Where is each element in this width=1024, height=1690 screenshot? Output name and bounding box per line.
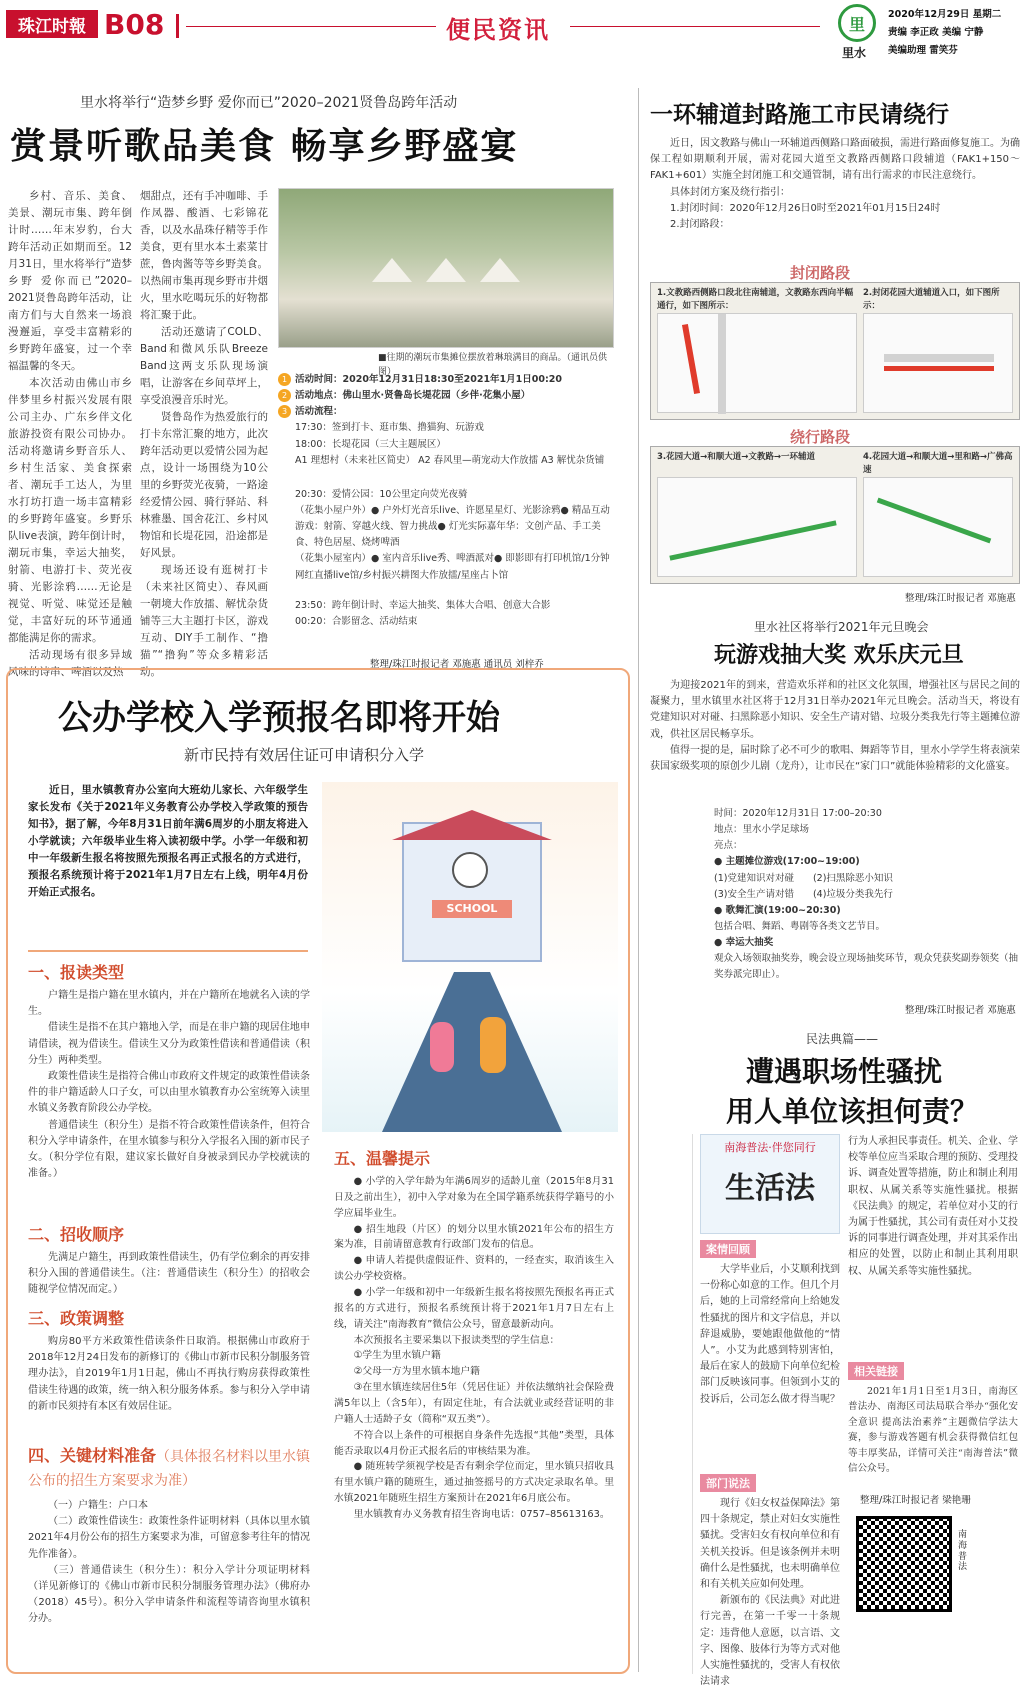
a2-closed-label: 封闭路段 xyxy=(790,264,851,282)
a4-s4-heading: 四、关键材料准备（具体报名材料以里水镇公布的招生方案要求为准） xyxy=(28,1446,311,1489)
a1-info-place: 2 活动地点：佛山里水·贤鲁岛长堤花园（乡伴·花集小屋） xyxy=(278,388,618,404)
a2-map-3 xyxy=(657,477,857,577)
a5-logo: 生活法 xyxy=(725,1171,815,1206)
a3-credit: 整理/珠江时报记者 邓施惠 xyxy=(905,1005,1016,1016)
a4-school-illustration: SCHOOL xyxy=(322,782,618,1132)
a1-credit: 整理/珠江时报记者 邓施惠 通讯员 刘梓乔 xyxy=(370,659,544,670)
a4-title: 公办学校入学预报名即将开始 xyxy=(58,698,500,738)
a4-s1-body: 户籍生是指户籍在里水镇内，并在户籍所在地就名入读的学生。 借读生是指不在其户籍地入学，而是在非户籍的现居住地申请借读，视为借读生。借读生又分为政策性借读和普通借读（积分生）两种类型。 政策性借读生是指符合佛山市政府文件规定的政策性借读条件的非户籍适龄人口子女，可以由里水镇教育办公室统筹入读里水镇义务教育阶段公办学校。 普通借读生（积分生）是指不符合政策性借读条件，但符合积分入学申请条件，在里水镇参与积分入学报名入围的新市民子女。（积分学位有限，建议家长做好自身被录到民办学校就读的准备。） xyxy=(28,990,310,1180)
a5-case-body: 大学毕业后，小艾顺利找到一份称心如意的工作。但几个月后，她的上司常经常向上给她发性骚扰的图片和文字信息，并以辞退威胁，要她跟他做他的“情人”。小艾为此感到特别害怕，最后在家人的鼓励下向单位纪检部门反映该同事。但领到小艾的投诉后，公司怎么做才得当呢？ xyxy=(700,1264,840,1405)
a5-kicker: 民法典篇—— xyxy=(806,1032,879,1046)
a4-s4-body: （一）户籍生：户口本 （二）政策性借读生：政策性条件证明材料（具体以里水镇2021年4月份公布的招生方案要求为准，可留意参考往年的情况先作准备）。 （三）普通借读生（积分生）：积分入学计分项证明材料（详见新修订的《佛山市新市民积分制服务管理办法》（佛府办（2018）45号）。积分入学申请条件和流程等请咨询里水镇积分办。 xyxy=(28,1500,310,1625)
a5-title-2: 用人单位该担何责？ xyxy=(726,1095,979,1128)
a4-s5-heading: 五、温馨提示 xyxy=(334,1149,431,1168)
a5-dept-body: 现行《妇女权益保障法》第四十条规定，禁止对妇女实施性骚扰。受害妇女有权向单位和有关机关投诉。但是该条例并未明确什么是性骚扰，也未明确单位和有关机关应如何处理。 新颁布的《民法典》对此进行完善，在第一千零一十条规定：违背他人意愿，以言语、文字、图像、肢体行为等方式对他人实施性骚扰的，受害人有权依法请求 xyxy=(700,1498,840,1688)
a4-divider-1 xyxy=(28,950,308,952)
a2-map-2 xyxy=(863,313,1013,413)
liushui-logo: 里 xyxy=(838,4,876,42)
a4-s2-heading: 二、招收顺序 xyxy=(28,1225,125,1244)
masthead-divider xyxy=(176,14,179,38)
masthead-line-left xyxy=(186,26,436,27)
a5-banner: 南海普法·伴您同行 生活法 xyxy=(700,1134,840,1234)
a2-map-1 xyxy=(657,313,857,413)
page-number: B08 xyxy=(104,8,165,41)
a5-credit: 整理/珠江时报记者 梁艳珊 xyxy=(860,1495,971,1506)
a4-subtitle: 新市民持有效居住证可申请积分入学 xyxy=(184,746,425,764)
a1-column-2: 烟甜点，还有手冲咖啡、手作凤器、酸酒、七彩锦花香，以及水晶珠仔精等手作美食，更有里水本土素菜甘蔗，鲁肉酱等等乡野美食。以热闹市集再现乡野市井烟火，里水吃喝玩乐的好物都将汇聚于此。 活动还邀请了COLD、Band和微风乐队Breeze Band这两支乐队现场演唱，让游客在乡间草坪上，享受浪漫音乐时光。 贤鲁岛作为热爱旅行的打卡东常汇聚的地方，此次跨年活动更以爱情公园为起点，设计一场围绕为10公里的乡野荧光夜骑，一路途经爱情公园、骑行驿站、科林雅墨、国舍花江、乡村风物馆和长堤花园，沿途都是好风景。 现场还设有逛树打卡（未来社区简史）、春风画一朝境大作放擂、解忧杂货铺等三大主题打卡区，游戏互动、DIY手工制作、“撸猫”“撸狗”等众多精彩活动。 xyxy=(140,190,268,678)
a5-dept-tag: 部门说法 xyxy=(700,1474,756,1492)
a5-col-right-top: 行为人承担民事责任。机关、企业、学校等单位应当采取合理的预防、受理投诉、调查处置等措施，防止和制止利用职权、从属关系等实施性骚扰。根据《民法典》的规定，若单位对小艾的行为属于性骚扰，其公司有责任对小艾投诉的同事进行调查处理，并对其采作出相应的处置，以防止和制止其利用职权、从属关系等实施性骚扰。 xyxy=(848,1136,1018,1277)
a2-detour-label: 绕行路段 xyxy=(790,428,851,446)
a5-qr-code[interactable] xyxy=(856,1516,952,1612)
masthead-editor: 责编 李正政 美编 宁静 xyxy=(888,27,984,38)
a1-kicker: 里水将举行“造梦乡野 爱你而已”2020–2021贤鲁岛跨年活动 xyxy=(80,95,458,111)
a1-column-1: 乡村、音乐、美食、美景、潮玩市集、跨年倒计时……年末岁豹，台大跨年活动正如期而至。12月31日，里水将举行“造梦乡野 爱你而已”2020–2021贤鲁岛跨年活动，让南方们与大自然来一场浪漫邂逅，享受丰富精彩的乡野跨年盛宴，过一个幸福温馨的冬天。 本次活动由佛山市乡伴梦里乡村振兴发展有限公司主办、广东乡伴文化旅游投资有限公司协办。活动将邀请乡野音乐人、乡村生活家、美食探索者、潮玩手工达人，为里水打坊打造一场丰富精彩的乡野跨年盛宴。乡野乐队live表演，跨年倒计时，潮玩市集，幸运大抽奖，射箭、电游打卡、荧光夜骑、光影涂鸦……无论是视觉、听觉、味觉还是触觉，丰富好玩的环节通通都能满足你的需求。 活动现场有很多异域风味的诗串、啤酒以及热 xyxy=(8,190,132,678)
masthead-logo: 珠江时報 xyxy=(6,10,98,38)
a3-title: 玩游戏抽大奖 欢乐庆元旦 xyxy=(714,643,964,668)
a1-photo-caption: ■往期的潮玩市集摊位摆放着琳琅满目的商品。（通讯员供图） xyxy=(378,353,608,377)
masthead-line-right xyxy=(570,26,820,27)
a2-map-panel-2: 3.花园大道→和顺大道→文教路→一环辅道 4.花园大道→和顺大道→里和路→广佛高速 xyxy=(650,446,1020,584)
a4-s1-heading: 一、报读类型 xyxy=(28,963,125,982)
a1-photo-market xyxy=(278,188,614,348)
a2-credit: 整理/珠江时报记者 邓施惠 xyxy=(905,593,1016,604)
liushui-brand: 里水 xyxy=(842,46,867,60)
a4-s3-heading: 三、政策调整 xyxy=(28,1309,125,1328)
a5-case-tag: 案情回顾 xyxy=(700,1240,756,1258)
a3-body: 为迎接2021年的到来，营造欢乐祥和的社区文化氛围，增强社区与居民之间的凝聚力，里水镇里水社区将于12月31日举办2021年元旦晚会。活动当天，将设有党建知识对对碰、扫黑除恶小知识、安全生产请对错、垃圾分类我先行等主题摊位游戏，供社区居民畅享乐。 值得一提的是，届时除了必不可少的歌唱、舞蹈等节目，里水小学学生将表演荣获国家级奖项的原创少儿剧（龙舟），让市民在“家门口”就能体验精彩的文化盛宴。 xyxy=(650,680,1020,772)
a1-info-block: 1 活动时间：2020年12月31日18:30至2021年1月1日00:20 2 活动地点：佛山里水·贤鲁岛长堤花园（乡伴·花集小屋） 3 活动流程： 17:30：签到打卡、逛市集、撸猫狗、玩游戏 18:00：长堤花园（三大主题展区） A1 理想村（未来社区简史） A2 春风里—萌宠动大作放擂 A3 解忧杂货铺 20:30：爱情公园：10公里定向荧光夜骑 （花集小屋户外）● 户外灯光音乐live、许愿星星灯、光影涂鸦● 精品互动游戏：射箭、穿越火线、智力挑战● 灯光实际嘉年华：文创产品、手工美食、特色居屋、烧烤啤酒 （花集小屋室内）● 室内音乐live秀、啤酒派对● 即影即有打印机馆/1分钟网红直播live馆/乡村振兴耕图大作放擂/星座占卜馆 23:50：跨年倒计时、幸运大抽奖、集体大合唱、创意大合影 00:20：合影留念、活动结束 xyxy=(278,372,618,656)
a5-related-body: 2021年1月1日至1月3日，南海区普法办、南海区司法局联合举办“强化安全意识 提高法治素养”主题微信学法大赛，参与游戏答题有机会获得微信红包等丰厚奖品，详情可关注“南海普法”微信公众号。 xyxy=(848,1386,1018,1474)
masthead-assistant: 美编助理 雷笑芬 xyxy=(888,45,958,56)
a4-s5-body: ● 小学的入学年龄为年满6周岁的适龄儿童（2015年8月31日及之前出生），初中入学对象为在全国学籍系统获得学籍号的小学应届毕业生。 ● 招生地段（片区）的划分以里水镇2021年公布的招生方案为准，目前请留意教育行政部门发布的信息。 ● 申请人若提供虚假证件、资料的，一经查实，取消该生入读公办学校资格。 ● 小学一年级和初中一年级新生报名将按照先预报名再正式报名的方式进行，预报名系统预计将于2021年1月7日左右上线，请关注“南海教育”微信公众号，留意最新动向。 本次预报名主要采集以下报读类型的学生信息： ①学生为里水镇户籍 ②父母一方为里水镇本地户籍 ③在里水镇连续居住5年（凭居住证）并依法缴纳社会保险费满5年以上（含5年），有固定住址，有合法就业或经营证明的非户籍人士适龄子女（简称“双五类”）。 不符合以上条件的可根据自身条件先选报“其他”类型，具体能否录取以4月份正式报名后的审核结果为准。 ● 随班转学须视学校是否有剩余学位而定，里水镇只招收具有里水镇户籍的随班生，通过抽签摇号的方式决定录取名单。里水镇2021年随班生招生方案预计在2021年6月底公布。 里水镇教育办义务教育招生咨询电话：0757–85613163。 xyxy=(334,1176,614,1521)
a3-kicker: 里水社区将举行2021年元旦晚会 xyxy=(754,620,929,634)
a1-title: 赏景听歌品美食 畅享乡野盛宴 xyxy=(10,125,519,167)
a5-qr-label: 南海普法 xyxy=(958,1530,968,1573)
a5-related-tag: 相关链接 xyxy=(848,1362,904,1380)
a4-lead: 近日，里水镇教育办公室向大班幼儿家长、六年级学生家长发布《关于2021年义务教育公办学校入学政策的预告知书》，据了解，今年8月31日前年满6周岁的小朋友将进入小学就读；六年级毕业生将入读初级中学。小学一年级和初中一年级新生报名将按照先预报名再正式报名的方式进行，预报名系统预计将于2021年1月7日左右上线，明年4月份开始正式报名。 xyxy=(28,784,308,898)
a2-title: 一环辅道封路施工市民请绕行 xyxy=(650,102,949,128)
a4-s2-body: 先满足户籍生，再到政策性借读生，仍有学位剩余的再安排积分入围的普通借读生。（注：普通借读生（积分生）的招收会随视学位情况而定。） xyxy=(28,1252,310,1296)
a4-s3-body: 购房80平方米政策性借读条件日取消。根据佛山市政府于2018年12月24日发布的新修订的《佛山市新市民积分制服务管理办法》，自2019年1月1日起，佛山不再执行购房获得政策性借读生待遇的政策，统一纳入积分服务体系。参与积分入学申请的新市民须持有本区有效居住证。 xyxy=(28,1336,310,1412)
column-rule-main xyxy=(638,88,639,1672)
column-rule-a5 xyxy=(692,1134,693,1674)
masthead-date: 2020年12月29日 星期二 xyxy=(888,9,1002,20)
a2-map-panel-1: 1.文教路西侧路口段北往南辅道，文教路东西向半幅通行，如下图所示： 2.封闭花园大道辅道入口，如下图所示： xyxy=(650,282,1020,420)
a2-map-4 xyxy=(863,477,1013,577)
a2-body: 近日，因文教路与佛山一环辅道西侧路口路面破损，需进行路面修复施工。为确保工程如期顺利开展，需对花园大道至文教路西侧路口段辅道（FAK1+150～FAK1+601）实施全封闭施工和交通管制，请有出行需求的市民注意绕行。 具体封闭方案及绕行指引： 1.封闭时间：2020年12月26日0时至2021年01月15日24时 2.封闭路段： xyxy=(650,138,1020,230)
a3-details: 时间：2020年12月31日 17:00–20:30 地点：里水小学足球场 亮点： ● 主题摊位游戏(17:00~19:00) (1)党建知识对对碰 (2)扫黑除恶小知识 (3)安全生产请对错 (4)垃圾分类我先行 ● 歌舞汇演(19:00~20:30) 包括合唱、舞蹈、粤剧等各类文艺节目。 ● 幸运大抽奖 观众入场领取抽奖券，晚会设立现场抽奖环节，观众凭获奖副券领奖（抽奖券派完即止）。 xyxy=(714,808,1019,981)
a1-info-flow: 3 活动流程： xyxy=(278,404,618,420)
a1-info-time: 1 活动时间：2020年12月31日18:30至2021年1月1日00:20 xyxy=(278,372,618,388)
a5-title-1: 遭遇职场性骚扰 xyxy=(746,1055,943,1088)
section-title: 便民资讯 xyxy=(446,16,550,44)
